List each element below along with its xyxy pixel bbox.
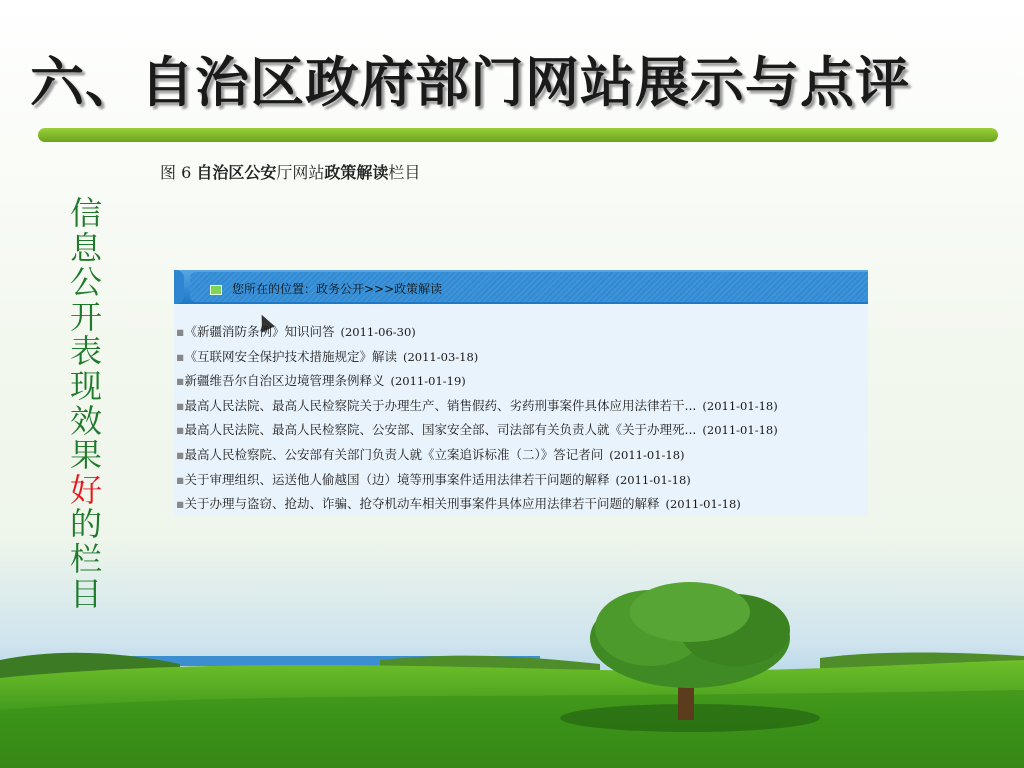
bullet-icon: ▪ xyxy=(176,324,185,339)
caption-mid: 厅网站 xyxy=(276,163,325,182)
article-title-link[interactable]: 关于办理与盗窃、抢劫、诈骗、抢夺机动车相关刑事案件具体应用法律若干问题的解释 xyxy=(184,496,660,512)
list-item[interactable] xyxy=(176,396,866,421)
vertical-char: 目 xyxy=(69,574,102,613)
bullet-icon: ▪ xyxy=(176,397,185,413)
vertical-label xyxy=(68,196,104,611)
slide-title: 六、自治区政府部门网站展示与点评 xyxy=(30,50,910,114)
vertical-char: 表 xyxy=(69,332,102,371)
breadcrumb-left-cap xyxy=(174,270,184,304)
bullet-icon: ▪ xyxy=(176,446,185,462)
article-title-link[interactable]: 新疆维吾尔自治区边境管理条例释义 xyxy=(184,373,385,389)
vertical-char: 的 xyxy=(69,505,102,544)
article-date: (2011-03-18) xyxy=(403,349,479,364)
title-underline-bar xyxy=(38,128,998,142)
vertical-char: 好 xyxy=(69,470,102,509)
breadcrumb: 您所在的位置：政务公开>>>政策解读 xyxy=(232,282,443,296)
figure-caption xyxy=(160,160,420,183)
list-item[interactable] xyxy=(176,420,866,445)
article-title-link[interactable]: 《互联网安全保护技术措施规定》解读 xyxy=(184,348,397,364)
bullet-icon: ▪ xyxy=(176,496,185,512)
article-title-link[interactable]: 《新疆消防条例》知识问答 xyxy=(184,324,335,339)
breadcrumb-icon xyxy=(210,285,222,295)
article-title-link[interactable]: 最高人民检察院、公安部有关部门负责人就《立案追诉标准（二）》答记者问 xyxy=(184,446,604,462)
article-date: (2011-06-30) xyxy=(340,325,416,339)
vertical-char: 开 xyxy=(69,297,102,336)
article-date: (2011-01-18) xyxy=(615,472,691,487)
vertical-char: 效 xyxy=(69,401,102,440)
bullet-icon: ▪ xyxy=(176,471,185,487)
article-title-link[interactable]: 最高人民法院、最高人民检察院、公安部、国家安全部、司法部有关负责人就《关于办理死... xyxy=(184,422,697,438)
bullet-icon: ▪ xyxy=(176,348,185,364)
article-date: (2011-01-18) xyxy=(665,497,741,512)
list-item[interactable] xyxy=(176,494,866,516)
caption-bold-2: 政策解读 xyxy=(324,163,389,182)
list-item[interactable] xyxy=(176,470,866,495)
breadcrumb-bar xyxy=(174,270,868,304)
vertical-char: 栏 xyxy=(69,539,102,578)
policy-article-list xyxy=(176,322,866,516)
vertical-char: 信 xyxy=(69,194,102,232)
bullet-icon: ▪ xyxy=(176,373,185,389)
list-item[interactable] xyxy=(176,445,866,470)
list-item[interactable] xyxy=(176,371,866,396)
article-date: (2011-01-18) xyxy=(702,423,778,438)
caption-bold-1: 自治区公安 xyxy=(196,163,277,182)
website-screenshot xyxy=(174,270,868,516)
vertical-char: 公 xyxy=(69,263,102,302)
article-date: (2011-01-18) xyxy=(609,447,685,462)
article-title-link[interactable]: 关于审理组织、运送他人偷越国（边）境等刑事案件适用法律若干问题的解释 xyxy=(184,471,610,487)
bullet-icon: ▪ xyxy=(176,422,185,438)
landscape-background xyxy=(0,540,1024,768)
article-date: (2011-01-18) xyxy=(702,398,778,413)
vertical-char: 息 xyxy=(69,228,102,267)
caption-suffix: 栏目 xyxy=(388,163,421,182)
list-item[interactable] xyxy=(176,322,866,347)
caption-prefix: 图 6 xyxy=(160,163,197,182)
vertical-char: 果 xyxy=(69,436,102,475)
list-item[interactable] xyxy=(176,347,866,372)
article-date: (2011-01-19) xyxy=(390,374,466,389)
article-title-link[interactable]: 最高人民法院、最高人民检察院关于办理生产、销售假药、劣药刑事案件具体应用法律若干... xyxy=(184,397,697,413)
vertical-char: 现 xyxy=(69,366,102,405)
